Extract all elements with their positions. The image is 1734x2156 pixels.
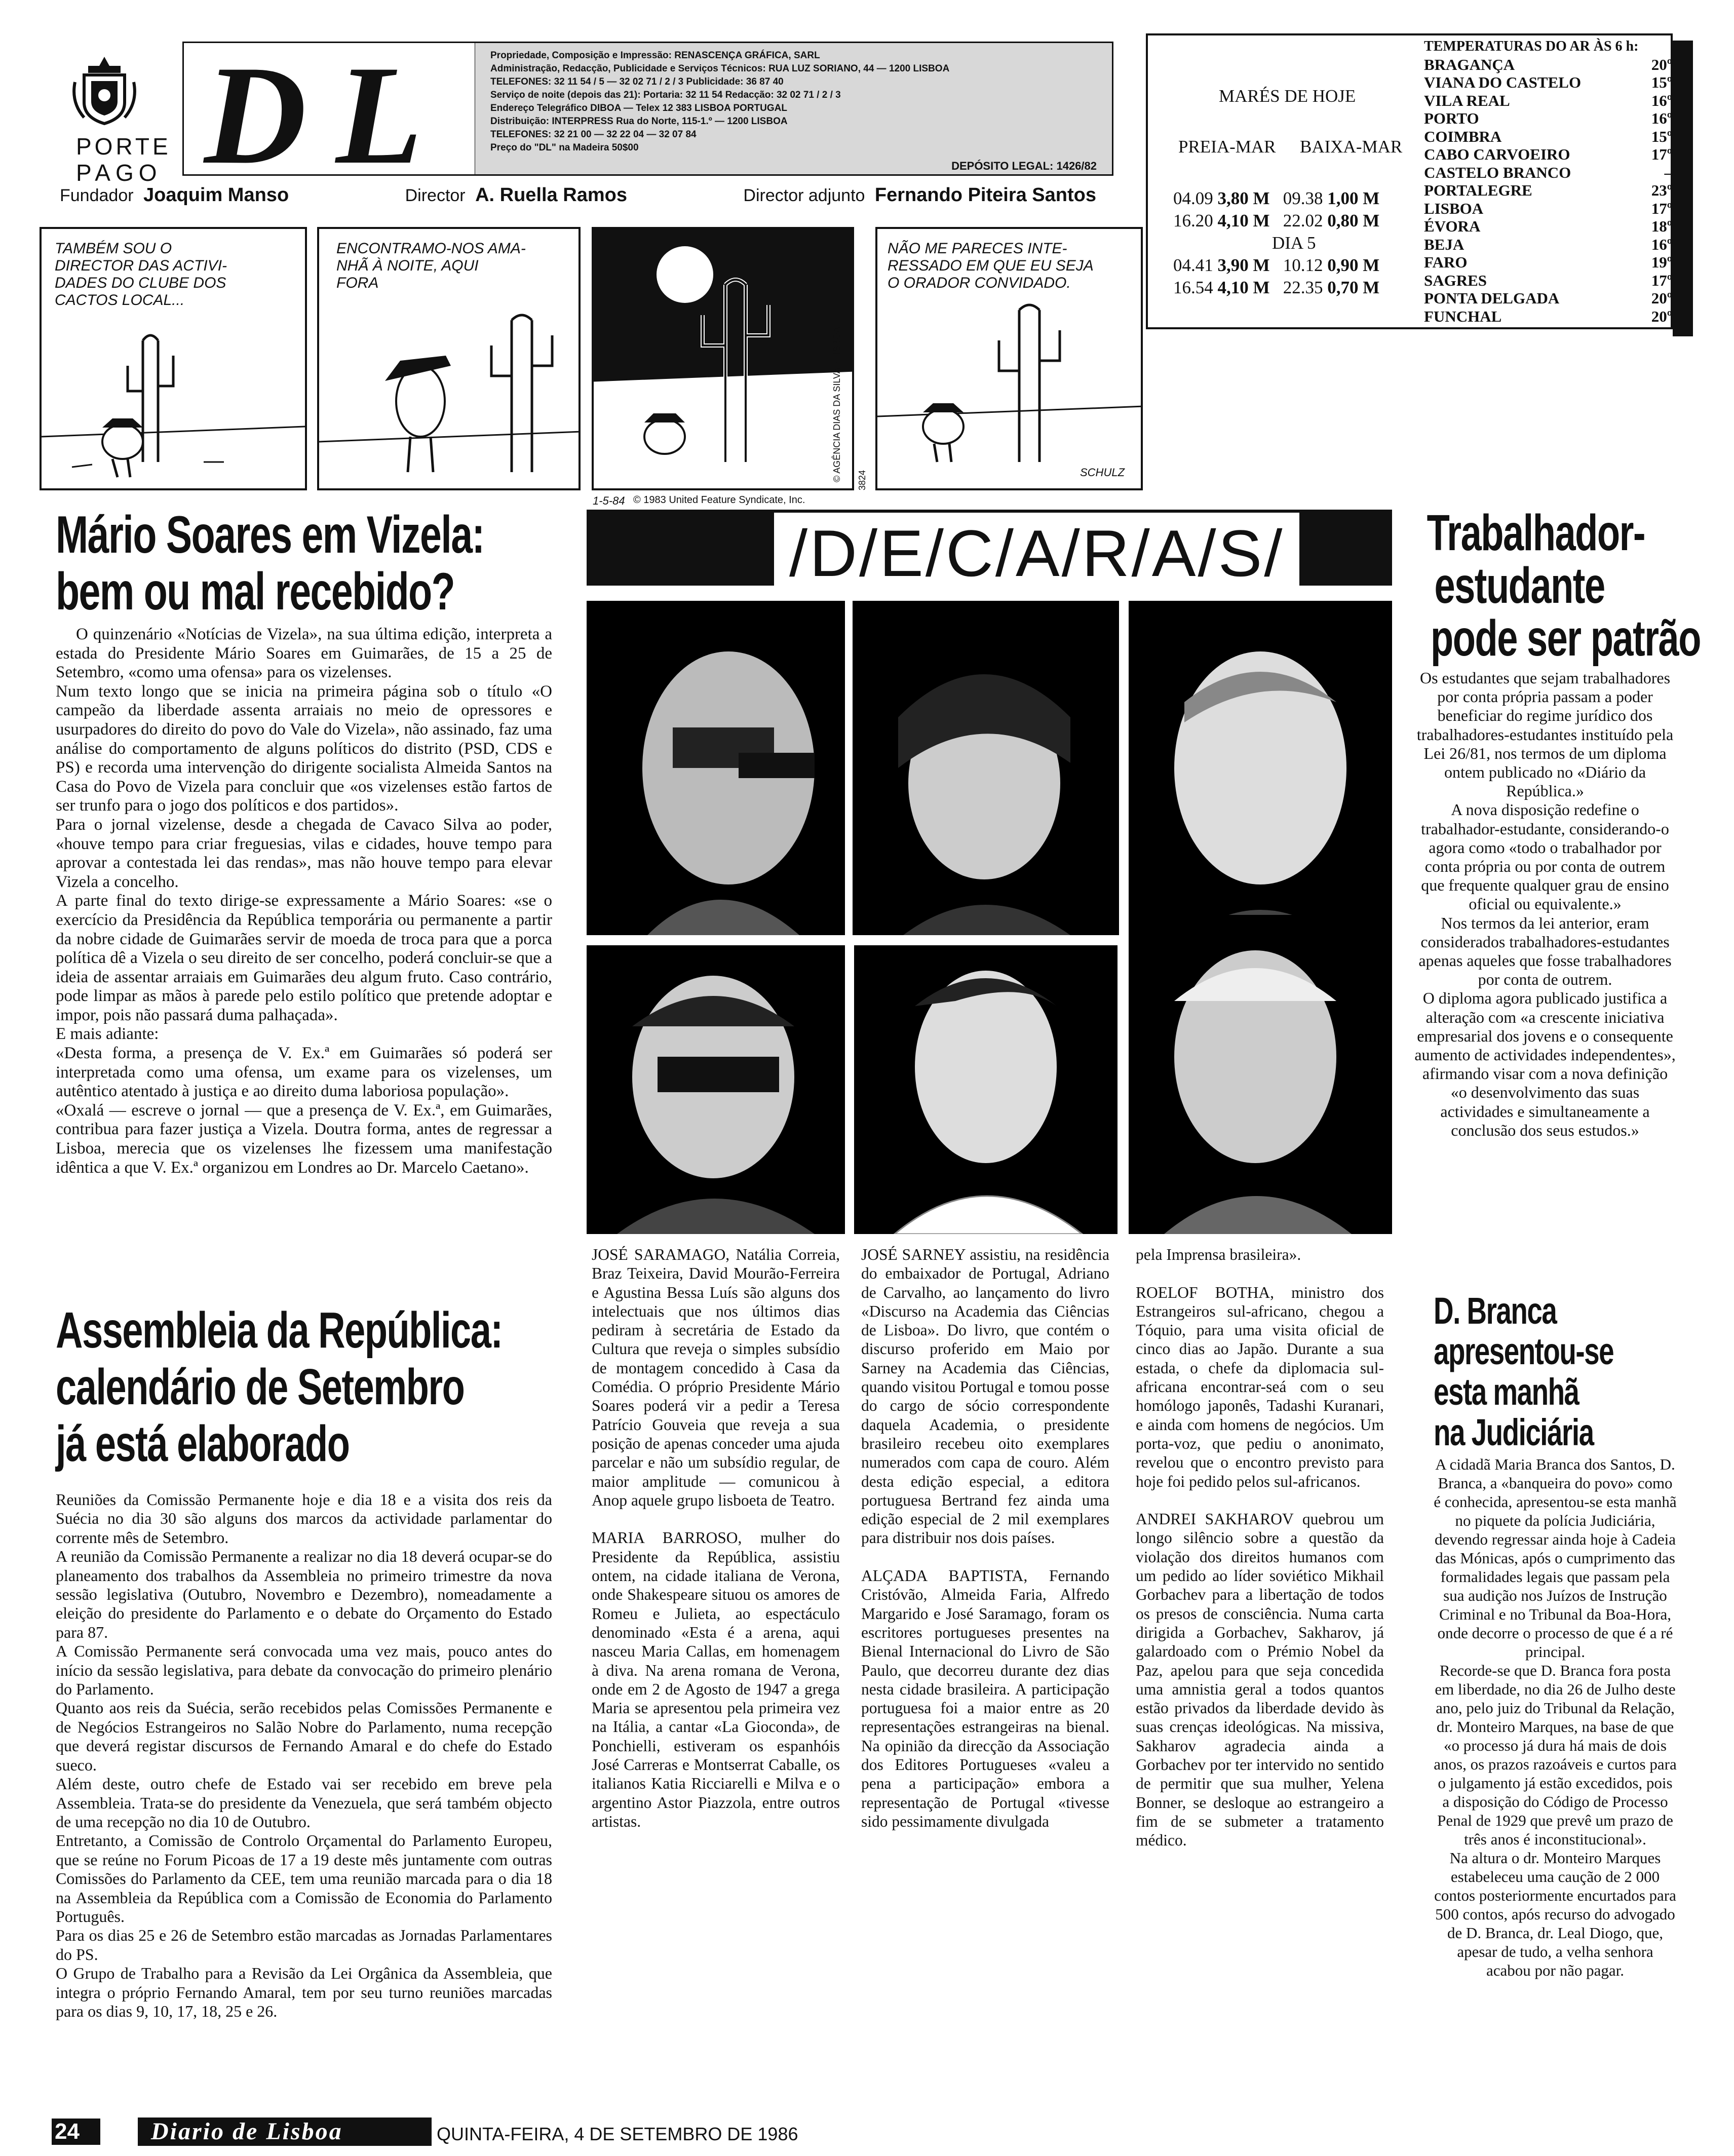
- info-line: Administração, Redacção, Publicidade e Serviços Técnicos: RUA LUZ SORIANO, 44 — 1200 LISBOA: [490, 63, 950, 74]
- photo-saramago: [587, 601, 845, 935]
- comic-panel-2: [317, 227, 581, 490]
- decaras-col-3: pela Imprensa brasileira». ROELOF BOTHA, ministro dos Estrangeiros sul-africano, chegou a Tóquio, para uma visita oficial de cinco dias ao Japão. Durante a sua estada, o chefe da diplomacia sul-africana encontrar-seá com o seu homólogo japonês, Tadashi Kuranari, e ainda com homens de negócios. Um porta-voz, que pediu o anonimato, revelou que o encontro previsto para hoje foi pedido pelos sul-africanos. ANDREI SAKHAROV quebrou um longo silêncio sobre a questão da violação dos direitos humanos com um pedido ao líder soviético Mikhail Gorbachev para a libertação de todos os presos de consciência. Numa carta dirigida a Gorbachev, Sakharov, já galardoado com o Prémio Nobel da Paz, apelou para que seja concedida uma amnistia geral a todos quantos estão privados da liberdade devido às suas crenças ideológicas. Na missiva, Sakharov agradecia ainda a Gorbachev por ter intervido no sentido de permitir que sua mulher, Yelena Bonner, se desloque ao estrangeiro a fim de se submeter a tratamento médico.: [1136, 1246, 1384, 1850]
- temperature-city: COIMBRA: [1424, 127, 1502, 145]
- trabalhador-title-1: Trabalhador-: [1427, 505, 1645, 561]
- logo-l: L: [336, 36, 423, 194]
- branca-title-4: na Judiciária: [1434, 1411, 1594, 1453]
- temperature-row: [1424, 253, 1672, 272]
- comic-date: 1-5-84: [593, 494, 625, 507]
- page-number: 24: [52, 2119, 100, 2145]
- temperature-value: 16º: [1651, 109, 1672, 127]
- director-name: A. Ruella Ramos: [475, 184, 627, 206]
- logo-block: [182, 36, 476, 194]
- temperature-city: PORTO: [1424, 109, 1479, 127]
- director-adjunto-name: Fernando Piteira Santos: [874, 184, 1096, 206]
- temperature-value: 15º: [1651, 73, 1672, 91]
- comic-speech-2: ENCONTRAMO-NOS AMA- NHÃ À NOITE, AQUI FORA: [336, 240, 526, 291]
- article-trabalhador: [1413, 505, 1701, 1140]
- temperature-value: 20º: [1651, 55, 1672, 73]
- tides-title: MARÉS DE HOJE: [1219, 86, 1356, 106]
- branca-title-3: esta manhã: [1434, 1371, 1579, 1413]
- decaras-section: [587, 510, 1392, 2104]
- temperature-value: 15º: [1651, 127, 1672, 145]
- temperature-row: [1424, 73, 1672, 92]
- temperature-row: [1424, 272, 1672, 290]
- temperatures-title: TEMPERATURAS DO AR ÀS 6 h:: [1424, 38, 1639, 54]
- temperature-value: 20º: [1651, 307, 1672, 325]
- branca-title-1: D. Branca: [1434, 1290, 1557, 1332]
- tides-col-preia: PREIA-MAR: [1178, 137, 1276, 157]
- vizela-title-2: bem ou mal recebido?: [56, 562, 455, 621]
- temperature-row: [1424, 92, 1672, 110]
- temperature-city: VIANA DO CASTELO: [1424, 73, 1582, 91]
- photo-maria-barroso: [853, 601, 1119, 935]
- temperature-city: SAGRES: [1424, 271, 1487, 289]
- temperature-city: BEJA: [1424, 235, 1465, 253]
- deposito-legal: DEPÓSITO LEGAL: 1426/82: [951, 160, 1097, 172]
- temperature-value: –: [1664, 163, 1672, 181]
- comic-speech-1: TAMBÉM SOU O DIRECTOR DAS ACTIVI- DADES DO CLUBE DOS CACTOS LOCAL...: [55, 240, 227, 309]
- tide-row: 04.09 3,80 M 09.38 1,00 M: [1173, 188, 1380, 208]
- comic-speech-4: NÃO ME PARECES INTE- RESSADO EM QUE EU SEJA O ORADOR CONVIDADO.: [888, 240, 1094, 291]
- comic-signature: SCHULZ: [1080, 466, 1125, 479]
- comic-stamp: 3824: [857, 470, 867, 490]
- decaras-col-1: JOSÉ SARAMAGO, Natália Correia, Braz Teixeira, David Mourão-Ferreira e Agustina Bessa Luís são alguns dos intelectuais que nos últimos dias pediram à secretária de Estado da Cultura que reveja o simples subsídio de montagem concedido à Casa da Comédia. O próprio Presidente Mário Soares poderá vir a pedir a Teresa Patrício Gouveia que reveja a sua posição de apenas conceder uma ajuda parcelar e não um subsídio regular, de maior amplitude — comunicou à Anop aquele grupo lisboeta de Teatro. MARIA BARROSO, mulher do Presidente da República, assistiu ontem, na cidade italiana de Verona, onde Shakespeare situou os amores de Romeu e Julieta, ao espectáculo denominado «Esta é a arena, aqui nasceu Maria Callas, em homenagem à diva. Na arena romana de Verona, onde em 2 de Agosto de 1947 a grega Maria se apresentou pela primeira vez na Itália, a cantar «La Gioconda», de Ponchielli, estiveram os espanhóis José Carreras e Montserrat Caballe, os italianos Katia Ricciarelli e Milva e o argentino Astor Piazzola, entre outros artistas.: [592, 1246, 840, 1830]
- cactus-scene-1: [42, 310, 305, 490]
- temperature-city: PORTALEGRE: [1424, 181, 1532, 199]
- info-line: Propriedade, Composição e Impressão: RENASCENÇA GRÁFICA, SARL: [490, 50, 820, 61]
- temperatures: [1424, 35, 1672, 327]
- temperature-value: 16º: [1651, 91, 1672, 109]
- vizela-body: O quinzenário «Notícias de Vizela», na sua última edição, interpreta a estada do Presidente Mário Soares em Guimarães, de 15 a 25 de Setembro, «como uma ofensa» para os vizelenses. Num texto longo que se inicia na primeira página sob o título «O campeão da liberdade assenta arraiais no meio de opressores e usurpadores do direito do povo do Vale do Vizela», não assinado, faz uma análise do comportamento de alguns políticos do distrito (PSD, CDS e PS) e recorda uma intervenção do dirigente socialista Almeida Santos na Casa do Povo de Vizela para concluir que «os vizelenses estão fartos de ser trunfo para o jogo dos políticos e dos partidos». Para o jornal vizelense, desde a chegada de Cavaco Silva ao poder, «houve tempo para criar freguesias, vilas e cidades, houve tempo para aprovar a contestada lei das rendas», mas não houve tempo para elevar Vizela a concelho. A parte final do texto dirige-se expressamente a Mário Soares: «se o exercício da Presidência da República temporária ou permanente a partir da nobre cidade de Guimarães servir de moeda de troca para que a porca política dê a Vizela o seu direito de ser concelho, poderá concluir-se que a ideia de assentar arraiais em Guimarães deu algum fruto. Caso contrário, pode limpar as mãos à parede pelo estilo político que pretende adoptar e impor, pois não passará duma palhaçada». E mais adiante: «Desta forma, a presença de V. Ex.ª em Guimarães só poderá ser interpretada como uma ofensa, um exame para os vizelenses, um autêntico atentado à justiça e ao direito duma laboriosa população». «Oxalá — escreve o jornal — que a presença de V. Ex.ª, em Guimarães, contribua para fazer justiça a Vizela. Doutra forma, antes de regressar a Lisboa, merecia que os vizelenses lhe fizessem uma manifestação idêntica a que V. Ex.ª organizou em Londres ao Dr. Marcelo Caetano».: [56, 625, 552, 1177]
- footer: [52, 2119, 862, 2149]
- temperature-city: PONTA DELGADA: [1424, 289, 1560, 307]
- temperature-row: [1424, 181, 1672, 200]
- weather-shadow: [1673, 41, 1693, 336]
- temperature-city: CASTELO BRANCO: [1424, 163, 1571, 181]
- temperature-city: BRAGANÇA: [1424, 55, 1515, 73]
- temperature-value: 19º: [1651, 253, 1672, 271]
- temperature-row: [1424, 109, 1672, 128]
- photo-botha: [587, 945, 845, 1234]
- tide-row: 04.41 3,90 M 10.12 0,90 M: [1173, 255, 1380, 275]
- info-line: Endereço Telegráfico DIBOA — Telex 12 383 LISBOA PORTUGAL: [490, 103, 787, 113]
- staff-line: [60, 184, 1113, 206]
- temperature-city: FUNCHAL: [1424, 307, 1502, 325]
- coat-of-arms-icon: [69, 52, 140, 128]
- temperature-list: [1424, 56, 1672, 326]
- temperature-city: VILA REAL: [1424, 91, 1510, 109]
- temperature-value: 20º: [1651, 289, 1672, 307]
- temperature-value: 23º: [1651, 181, 1672, 199]
- temperature-value: 18º: [1651, 217, 1672, 235]
- pago-label: PAGO: [76, 160, 162, 186]
- temperature-value: 17º: [1651, 271, 1672, 289]
- comic-vertical-credit: © AGÊNCIA DIAS DA SILVA • LISBOA: [832, 326, 842, 482]
- decaras-col-2: JOSÉ SARNEY assistiu, na residência do embaixador de Portugal, Adriano de Carvalho, ao lançamento do livro «Discurso na Academia das Ciências de Lisboa». Do livro, que contém o discurso proferido em Maio por Sarney na Academia das Ciências, quando visitou Portugal e tomou posse do cargo de sócio correspondente daquela Academia, o presidente brasileiro recebeu oito exemplares numerados com capa de couro. Além desta edição especial, a editora portuguesa Bertrand fez ainda uma edição especial de 2 mil exemplares para distribuir nos dois países. ALÇADA BAPTISTA, Fernando Cristóvão, Almeida Faria, Alfredo Margarido e José Saramago, foram os escritores portugueses presentes na Bienal Internacional do Livro de São Paulo, que decorreu durante dez dias nesta cidade brasileira. A participação portuguesa foi a maior entre as 20 representações estrangeiras na bienal. Na opinião da direcção da Associação dos Editores Portugueses «valeu a pena a participação» embora a representação de Portugal «tivesse sido pessimamente divulgada: [861, 1246, 1109, 1830]
- temperature-row: [1424, 236, 1672, 254]
- director-adjunto-label: Director adjunto: [743, 186, 865, 205]
- cactus-scene-2: [319, 305, 581, 490]
- comic-strip: [40, 227, 1143, 507]
- info-line: Distribuição: INTERPRESS Rua do Norte, 115-1.º — 1200 LISBOA: [490, 116, 788, 127]
- article-branca: [1434, 1291, 1677, 1980]
- decaras-title: /D/E/C/A/R/A/S/: [774, 513, 1299, 594]
- photo-sakharov: [1129, 915, 1392, 1234]
- trabalhador-body: Os estudantes que sejam trabalhadores por conta própria passam a poder beneficiar do regime jurídico dos trabalhadores-estudantes instituído pela Lei 26/81, nos termos de um diploma ontem publicado no «Diário da República.» A nova disposição redefine o trabalhador-estudante, considerando-o agora como «todo o trabalhador por conta própria ou por conta de outrem que frequente qualquer grau de ensino oficial ou equivalente.» Nos termos da lei anterior, eram considerados trabalhadores-estudantes apenas aqueles que fosse trabalhadores por conta de outrem. O diploma agora publicado justifica a alteração com «a crescente iniciativa empresarial dos jovens e o consequente aumento de actividades independentes», afirmando visar com a nova definição «o desenvolvimento das suas actividades e simultaneamente a conclusão dos seus estudos.»: [1414, 669, 1676, 1139]
- branca-body: A cidadã Maria Branca dos Santos, D. Branca, a «banqueira do povo» como é conhecida, apresentou-se esta manhã no piquete da polícia Judiciária, devendo regressar ainda hoje à Cadeia das Mónicas, após o cumprimento das formalidades legais que passam pela sua audição nos Juízos de Instrução Criminal e no Tribunal da Boa-Hora, onde decorre o processo de que é a ré principal. Recorde-se que D. Branca fora posta em liberdade, no dia 26 de Julho deste ano, pelo juiz do Tribunal da Relação, dr. Monteiro Marques, na base de que «o processo já dura há mais de dois anos, os prazos razoáveis e curtos para o julgamento já estão excedidos, pois a disposição do Código de Processo Penal de 1929 que prevê um prazo de três anos é inconstitucional». Na altura o dr. Monteiro Marques estabeleceu uma caução de 2 000 contos posteriormente encurtados para 500 contos, após recurso do advogado de D. Branca, dr. Leal Diogo, que, apesar de tudo, a velha senhora acabou por não pagar.: [1434, 1455, 1677, 1979]
- comic-panel-1: [40, 227, 307, 490]
- temperature-city: ÉVORA: [1424, 217, 1481, 235]
- cactus-scene-3: [594, 229, 854, 490]
- temperature-row: [1424, 200, 1672, 218]
- tides-today: [1173, 187, 1379, 299]
- trabalhador-title-3: pode ser patrão: [1431, 610, 1701, 667]
- tides-day: DIA 5: [1272, 233, 1316, 253]
- info-line: Preço do "DL" na Madeira 50$00: [490, 142, 639, 153]
- branca-title-2: apresentou-se: [1434, 1330, 1614, 1372]
- fundador-label: Fundador: [60, 186, 134, 205]
- temperature-row: [1424, 56, 1672, 74]
- info-line: Serviço de noite (depois das 21): Portaria: 32 11 54 Redacção: 32 02 71 / 2 / 3: [490, 90, 841, 100]
- temperature-value: 17º: [1651, 199, 1672, 217]
- comic-panel-3: [592, 227, 854, 490]
- temperature-row: [1424, 128, 1672, 146]
- article-vizela: [56, 507, 552, 1177]
- publisher-info: [475, 42, 1113, 176]
- tide-row: 16.20 4,10 M 22.02 0,80 M: [1173, 211, 1380, 230]
- masthead: [60, 36, 1113, 209]
- article-assembleia: [56, 1302, 552, 2021]
- trabalhador-title-2: estudante: [1434, 557, 1605, 614]
- photo-alcada-baptista: [854, 945, 1118, 1234]
- assembleia-title-2: calendário de Setembro: [56, 1359, 465, 1415]
- temperature-row: [1424, 164, 1672, 182]
- temperature-row: [1424, 307, 1672, 326]
- logo-d: D: [204, 36, 307, 194]
- tides-col-baixa: BAIXA-MAR: [1300, 137, 1403, 157]
- temperature-value: 16º: [1651, 235, 1672, 253]
- temperature-row: [1424, 217, 1672, 236]
- info-line: TELEFONES: 32 21 00 — 32 22 04 — 32 07 84: [490, 129, 697, 140]
- temperature-row: [1424, 145, 1672, 164]
- assembleia-body: Reuniões da Comissão Permanente hoje e dia 18 e a visita dos reis da Suécia no dia 30 são alguns dos marcos da actividade parlamentar do corrente mês de Setembro. A reunião da Comissão Permanente a realizar no dia 18 deverá ocupar-se do planeamento dos trabalhos da Assembleia no primeiro trimestre da nova sessão legislativa (Outubro, Novembro e Dezembro), nomeadamente a eleição do presidente do Parlamento e o debate do Orçamento do Estado para 87. A Comissão Permanente será convocada uma vez mais, pouco antes do início da sessão legislativa, para debate da convocação do primeiro plenário do Parlamento. Quanto aos reis da Suécia, serão recebidos pelas Comissões Permanente e de Negócios Estrangeiros no Salão Nobre do Parlamento, numa recepção que deverá registar discursos de Fernando Amaral e do chefe do Estado sueco. Além deste, outro chefe de Estado vai ser recebido em breve pela Assembleia. Trata-se do presidente da Venezuela, que será também objecto de uma recepção no dia 10 de Outubro. Entretanto, a Comissão de Controlo Orçamental do Parlamento Europeu, que se reúne no Forum Picoas de 17 a 19 deste mês juntamente com outras Comissões do Parlamento da CEE, tem uma reunião marcada para o dia 18 na Assembleia da República com a Comissão de Economia do Parlamento Português. Para os dias 25 e 26 de Setembro estão marcadas as Jornadas Parlamentares do PS. O Grupo de Trabalho para a Revisão da Lei Orgânica da Assembleia, que integra o próprio Fernando Amaral, tem por seu turno reuniões marcadas para os dias 9, 10, 17, 18, 25 e 26.: [56, 1490, 552, 2020]
- assembleia-title-3: já está elaborado: [56, 1415, 350, 1472]
- tide-row: 16.54 4,10 M 22.35 0,70 M: [1173, 278, 1380, 297]
- paper-name-logo: Diario de Lisboa: [138, 2118, 432, 2146]
- comic-panel-4: [875, 227, 1143, 490]
- tides: [1148, 35, 1421, 327]
- info-line: TELEFONES: 32 11 54 / 5 — 32 02 71 / 2 / 3 Publicidade: 36 87 40: [490, 76, 784, 87]
- porte-label: PORTE: [76, 133, 171, 160]
- temperature-city: CABO CARVOEIRO: [1424, 145, 1570, 163]
- fundador-name: Joaquim Manso: [143, 184, 289, 206]
- cactus-scene-4: [877, 300, 1143, 490]
- director-label: Director: [405, 186, 466, 205]
- comic-copyright: © 1983 United Feature Syndicate, Inc.: [633, 494, 805, 506]
- temperature-value: 17º: [1651, 145, 1672, 163]
- assembleia-title-1: Assembleia da República:: [56, 1302, 503, 1359]
- temperature-row: [1424, 289, 1672, 307]
- temperature-city: LISBOA: [1424, 199, 1484, 217]
- temperature-city: FARO: [1424, 253, 1468, 271]
- weather-box: [1146, 33, 1673, 329]
- footer-date: QUINTA-FEIRA, 4 DE SETEMBRO DE 1986: [437, 2124, 798, 2144]
- photo-sarney: [1129, 601, 1392, 935]
- vizela-title-1: Mário Soares em Vizela:: [56, 506, 484, 564]
